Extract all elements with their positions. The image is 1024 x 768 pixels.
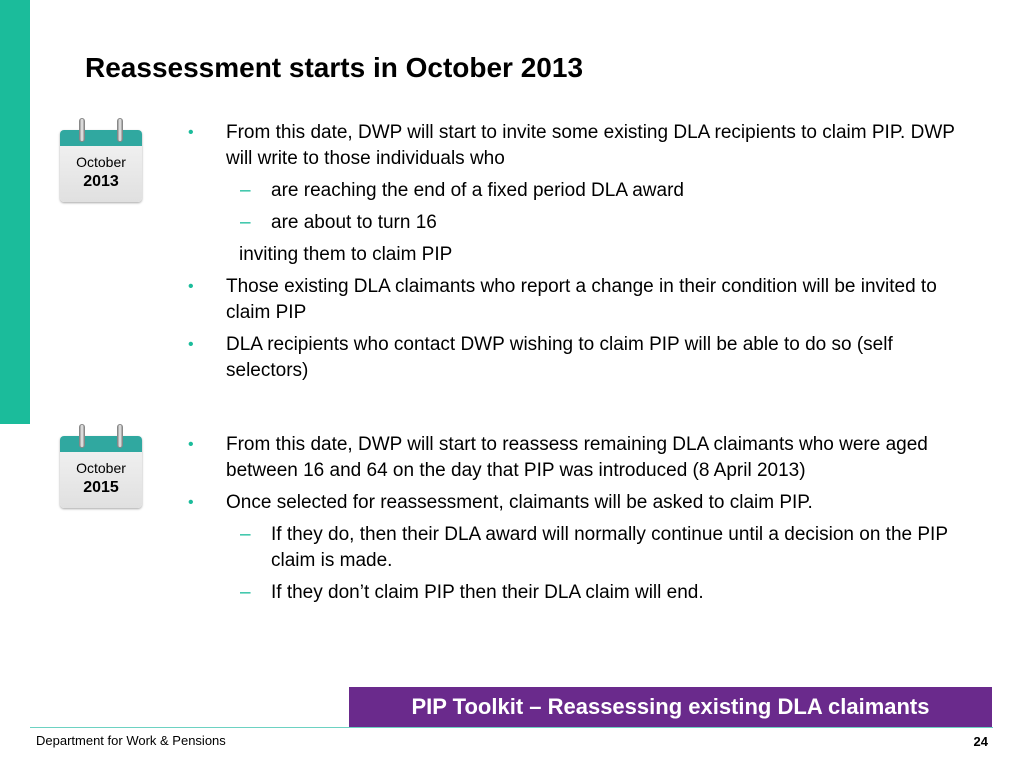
list-item-text: From this date, DWP will start to reassess remaining DLA claimants who were aged between 16 and 64 on the day that PIP was introduced (8 April 2013)	[226, 434, 928, 481]
list-item-text: DLA recipients who contact DWP wishing to claim PIP will be able to do so (self selectors)	[226, 334, 893, 381]
calendar-header	[60, 130, 142, 146]
list-item	[188, 332, 968, 384]
calendar-month: October	[76, 460, 126, 476]
bullet-marker: •	[188, 436, 194, 453]
list-item	[188, 120, 968, 172]
calendar-body	[60, 436, 142, 508]
bullet-list-2013	[188, 120, 968, 390]
slide-title: Reassessment starts in October 2013	[85, 52, 584, 83]
bullet-list-2015	[188, 432, 968, 612]
sub-list-item	[188, 178, 968, 204]
sub-list-item-text: are reaching the end of a fixed period DLA award	[271, 180, 684, 201]
bullet-marker: •	[188, 278, 194, 295]
calendar-month: October	[76, 154, 126, 170]
calendar-icon	[60, 118, 142, 188]
list-item-text: Once selected for reassessment, claimants will be asked to claim PIP.	[226, 492, 813, 513]
dash-marker: –	[240, 524, 251, 545]
calendar-body	[60, 130, 142, 202]
list-item-text: From this date, DWP will start to invite some existing DLA recipients to claim PIP. DWP will write to those individuals who	[226, 122, 955, 169]
footer-divider	[30, 727, 993, 728]
dash-marker: –	[240, 582, 251, 603]
sub-list-item	[188, 580, 968, 606]
calendar-ring	[117, 424, 123, 448]
bullet-marker: •	[188, 336, 194, 353]
list-item	[188, 274, 968, 326]
list-continuation: inviting them to claim PIP	[239, 244, 453, 265]
calendar-year: 2013	[83, 173, 119, 190]
calendar-header	[60, 436, 142, 452]
calendar-ring	[79, 118, 85, 142]
list-item	[188, 490, 968, 516]
sub-list-item-text: If they don’t claim PIP then their DLA claim will end.	[271, 582, 704, 603]
page-number: 24	[973, 734, 988, 749]
calendar-ring	[117, 118, 123, 142]
dash-marker: –	[240, 180, 251, 201]
sub-list-item	[188, 210, 968, 236]
calendar-year: 2015	[83, 479, 119, 496]
dash-marker: –	[240, 212, 251, 233]
list-item	[188, 432, 968, 484]
bullet-marker: •	[188, 124, 194, 141]
sub-list-item-text: are about to turn 16	[271, 212, 437, 233]
department-name: Department for Work & Pensions	[36, 733, 226, 748]
calendar-icon	[60, 424, 142, 494]
sub-list-item	[188, 522, 968, 574]
sub-list-item-text: If they do, then their DLA award will normally continue until a decision on the PIP claim is made.	[271, 524, 948, 571]
calendar-ring	[79, 424, 85, 448]
accent-bar	[0, 0, 30, 424]
list-item-text: Those existing DLA claimants who report a change in their condition will be invited to claim PIP	[226, 276, 937, 323]
toolkit-banner: PIP Toolkit – Reassessing existing DLA claimants	[349, 687, 992, 727]
bullet-marker: •	[188, 494, 194, 511]
